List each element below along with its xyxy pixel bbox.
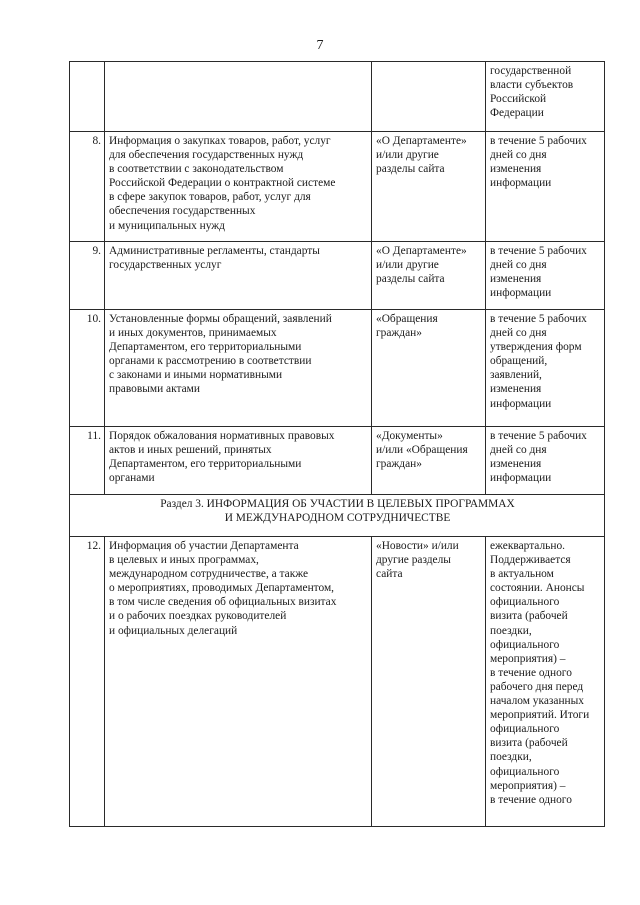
info-text: Информация об участии Департамента в целевых и иных программах, международном сотрудничестве, а также о мероприятиях, проводимых Департаментом, в том числе сведения об официальных визитах и о рабочих поездках руководителей и официальных делегаций xyxy=(109,540,337,637)
row-number: 9. xyxy=(70,242,105,310)
table-row xyxy=(70,242,605,310)
section-cell xyxy=(372,537,486,827)
section-text: «Обращения граждан» xyxy=(376,313,438,340)
period-text: в течение 5 рабочих дней со дня изменения информации xyxy=(490,245,587,300)
table-row xyxy=(70,427,605,495)
period-text: в течение 5 рабочих дней со дня изменения информации xyxy=(490,135,587,190)
period-text: государственной власти субъектов Российской Федерации xyxy=(490,65,574,120)
row-number: 12. xyxy=(70,537,105,827)
row-number xyxy=(70,62,105,132)
row-number: 10. xyxy=(70,310,105,427)
row-number: 8. xyxy=(70,132,105,242)
info-text: Установленные формы обращений, заявлений и иных документов, принимаемых Департаментом, его территориальными органами к рассмотрению в соответствии с законами и иными нормативными правовыми актами xyxy=(109,313,332,396)
info-cell xyxy=(105,132,372,242)
period-cell xyxy=(486,242,605,310)
section-title-line: Раздел 3. ИНФОРМАЦИЯ ОБ УЧАСТИИ В ЦЕЛЕВЫХ ПРОГРАММАХ xyxy=(160,498,515,510)
info-text: Порядок обжалования нормативных правовых актов и иных решений, принятых Департаментом, его территориальными органами xyxy=(109,430,335,485)
table-row xyxy=(70,310,605,427)
period-cell xyxy=(486,62,605,132)
period-text: в течение 5 рабочих дней со дня утверждения форм обращений, заявлений, изменения информации xyxy=(490,313,587,410)
info-cell xyxy=(105,310,372,427)
section-text: «О Департаменте» и/или другие разделы сайта xyxy=(376,135,467,176)
period-cell xyxy=(486,427,605,495)
page-number: 7 xyxy=(316,38,324,53)
period-cell xyxy=(486,132,605,242)
section-title-line: И МЕЖДУНАРОДНОМ СОТРУДНИЧЕСТВЕ xyxy=(224,512,451,525)
info-cell xyxy=(105,242,372,310)
section-cell xyxy=(372,62,486,132)
period-cell xyxy=(486,310,605,427)
section-cell xyxy=(372,427,486,495)
period-cell xyxy=(486,537,605,827)
period-text: в течение 5 рабочих дней со дня изменения информации xyxy=(490,430,587,485)
table-row xyxy=(70,537,605,827)
document-table xyxy=(69,61,605,827)
section-header-row xyxy=(70,495,605,537)
info-cell xyxy=(105,62,372,132)
info-cell xyxy=(105,537,372,827)
info-text: Информация о закупках товаров, работ, услуг для обеспечения государственных нужд в соответствии с законодательством Российской Федерации о контрактной системе в сфере закупок товаров, работ, услуг для обеспечения государственных и муниципальных нужд xyxy=(109,135,336,232)
section-text: «О Департаменте» и/или другие разделы сайта xyxy=(376,245,467,286)
section-cell xyxy=(372,310,486,427)
section-cell xyxy=(372,132,486,242)
table-row xyxy=(70,62,605,132)
section-header xyxy=(70,495,605,537)
section-cell xyxy=(372,242,486,310)
info-cell xyxy=(105,427,372,495)
info-text: Административные регламенты, стандарты государственных услуг xyxy=(109,245,320,272)
section-text: «Документы» и/или «Обращения граждан» xyxy=(376,430,468,471)
table-row xyxy=(70,132,605,242)
row-number: 11. xyxy=(70,427,105,495)
section-text: «Новости» и/или другие разделы сайта xyxy=(376,540,459,581)
period-text: ежеквартально. Поддерживается в актуальном состоянии. Анонсы официального визита (рабочей поездки, официального мероприятия) – в течение одного рабочего дня перед началом указанных мероприятий. Итоги официального визита (рабочей поездки, официального мероприятия) – в течение одного xyxy=(490,540,590,806)
